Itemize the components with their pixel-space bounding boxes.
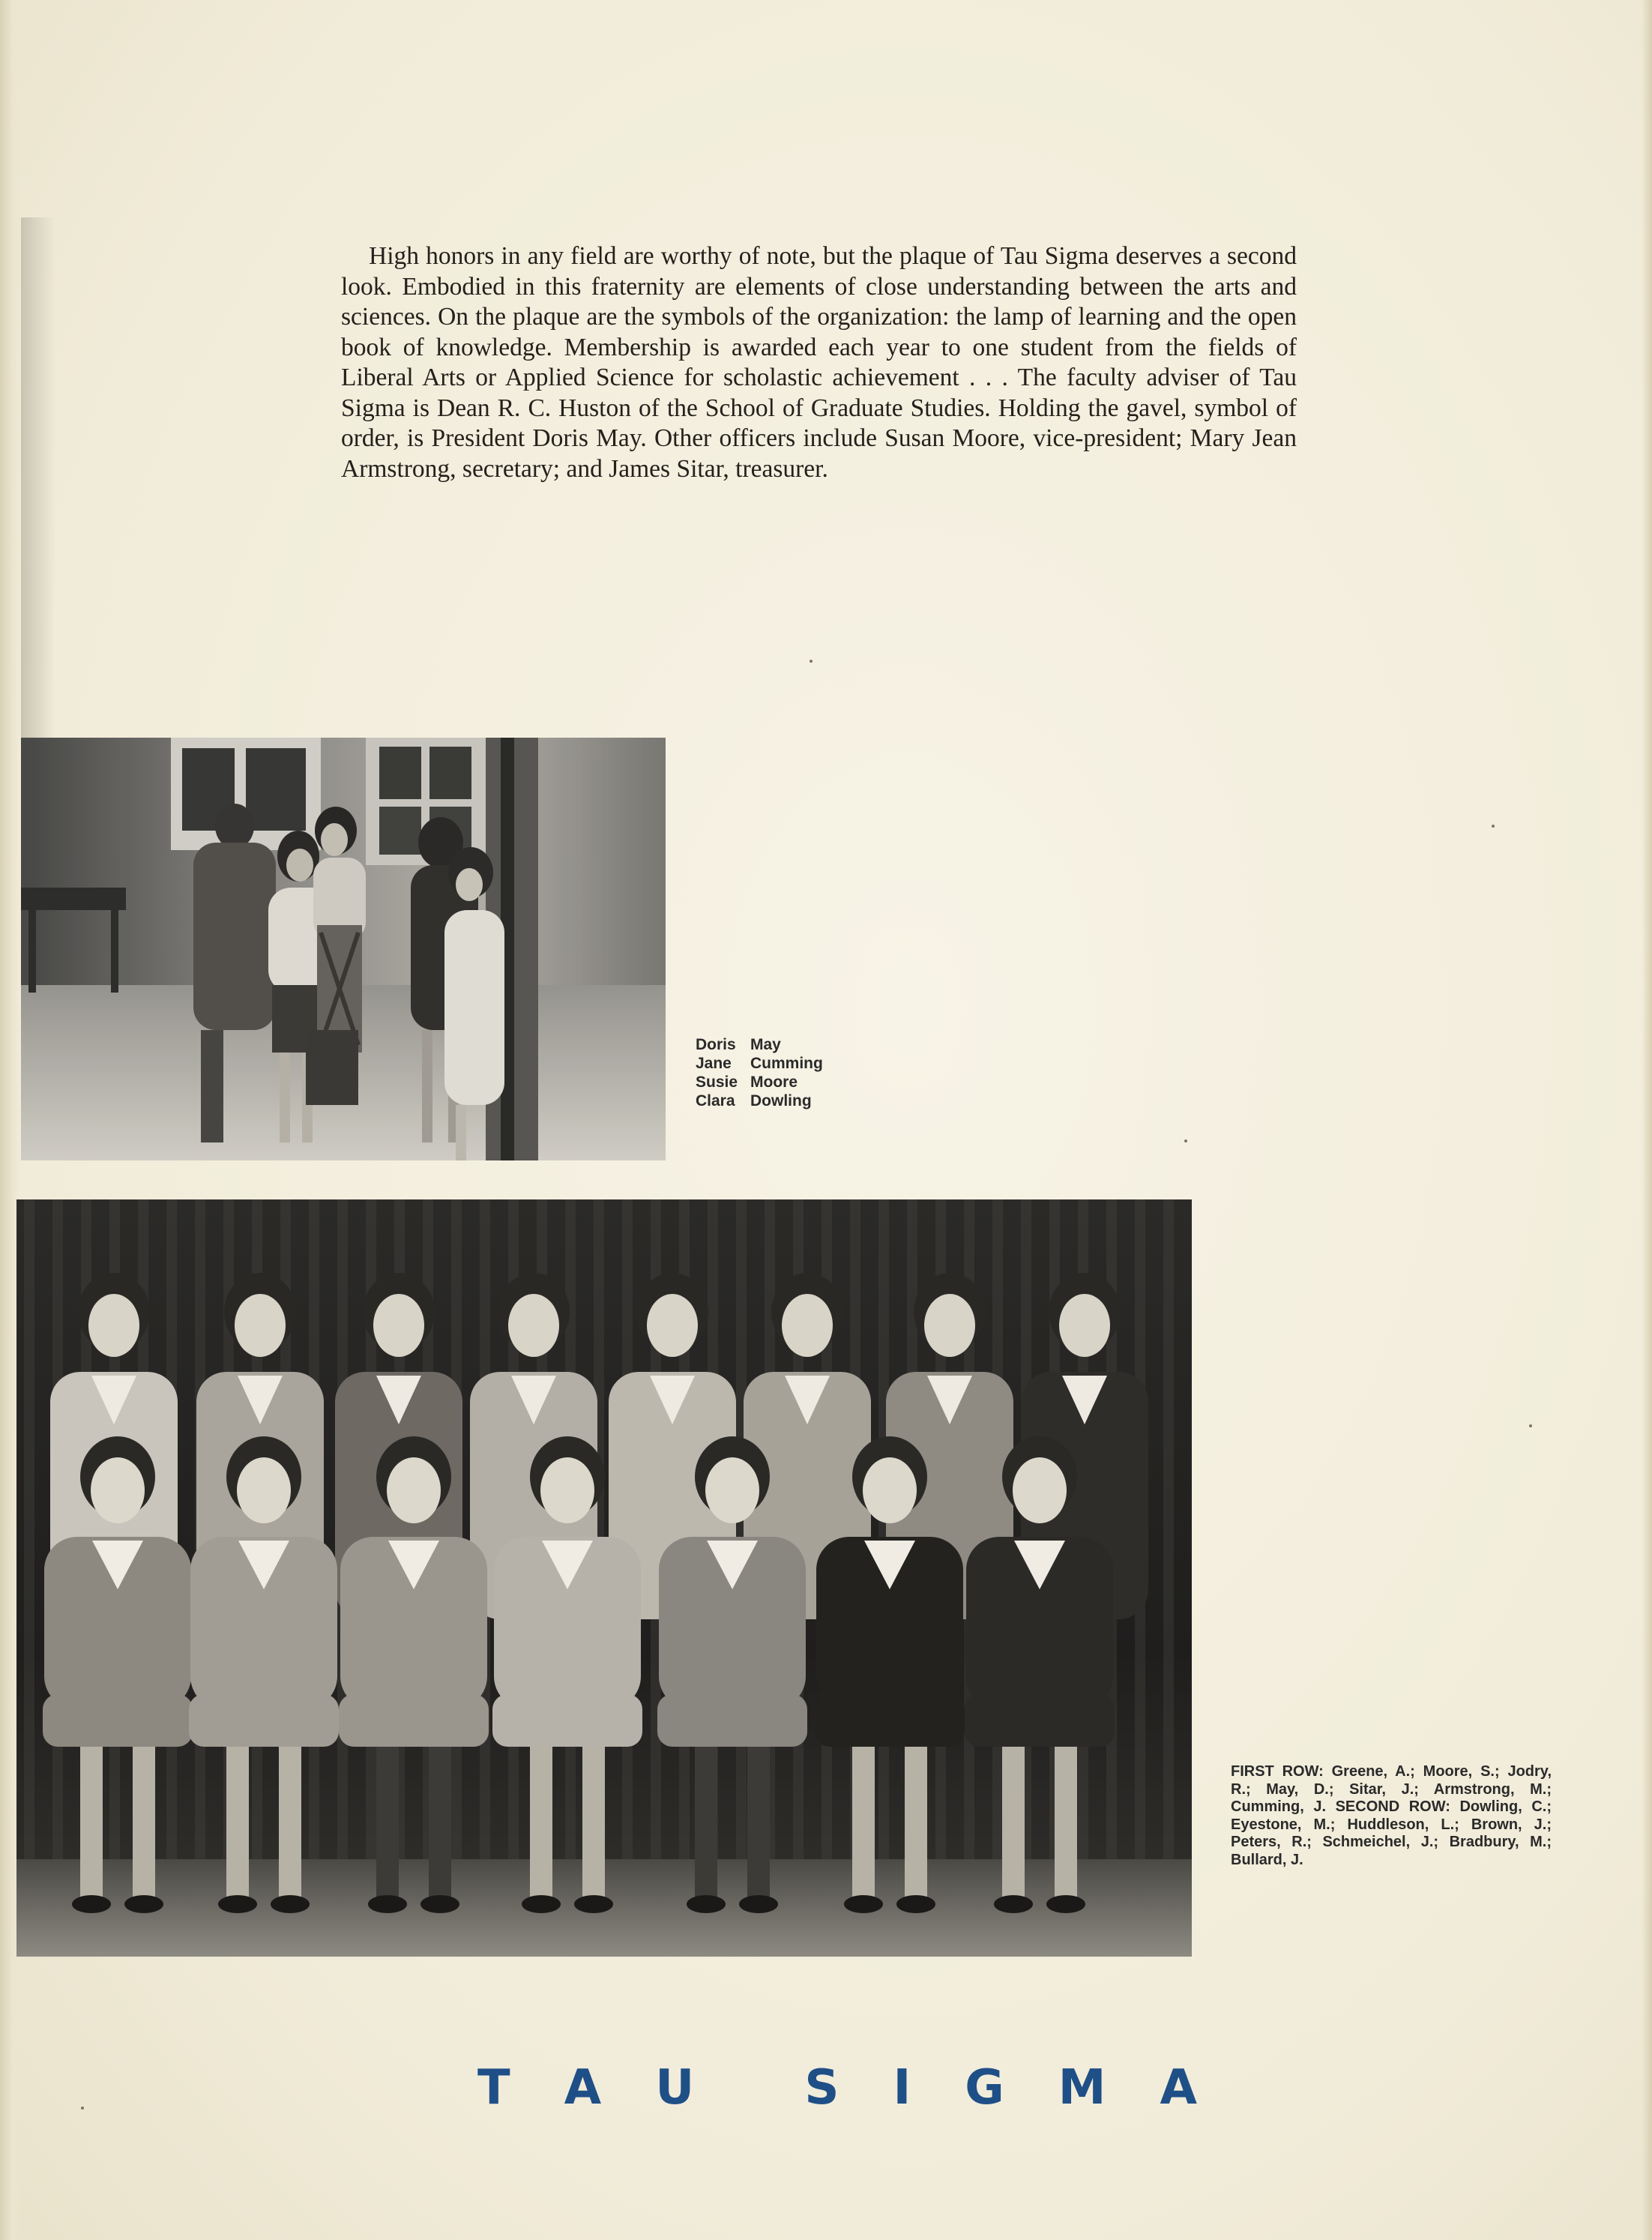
title-letter: A xyxy=(1160,2060,1197,2116)
paper-speck xyxy=(1184,1139,1187,1142)
paper-speck xyxy=(810,660,813,663)
title-letter: S xyxy=(804,2060,839,2116)
title-letter: M xyxy=(1058,2060,1106,2116)
paper-speck xyxy=(1529,1424,1532,1427)
last-name: Moore xyxy=(750,1074,798,1091)
caption-line xyxy=(696,1073,875,1092)
first-name: Doris xyxy=(696,1036,736,1053)
group-photo xyxy=(16,1199,1192,1957)
title-letter: G xyxy=(965,2060,1004,2116)
caption-line xyxy=(696,1092,875,1110)
page-edge xyxy=(1642,0,1652,2240)
officers-photo xyxy=(21,738,666,1160)
first-name: Jane xyxy=(696,1055,732,1072)
page-title xyxy=(477,2060,1197,2120)
small-photo-caption xyxy=(696,1035,875,1110)
last-name: May xyxy=(750,1036,781,1053)
title-letter: A xyxy=(564,2060,602,2116)
last-name: Cumming xyxy=(750,1055,823,1072)
first-name: Clara xyxy=(696,1092,735,1110)
gutter-shadow xyxy=(21,217,55,742)
caption-line xyxy=(696,1054,875,1073)
first-name: Susie xyxy=(696,1074,738,1091)
paper-speck xyxy=(81,2107,84,2110)
title-letter: T xyxy=(477,2060,510,2116)
title-letter: U xyxy=(655,2060,695,2116)
last-name: Dowling xyxy=(750,1092,812,1110)
caption-line xyxy=(696,1035,875,1054)
paper-speck xyxy=(1492,825,1495,828)
title-word-tau xyxy=(477,2060,694,2120)
title-letter: I xyxy=(893,2060,911,2116)
group-photo-caption: FIRST ROW: Greene, A.; Moore, S.; Jodry, R.; May, D.; Sitar, J.; Armstrong, M.; Cumming, J. SECOND ROW: Dowling, C.; Eyestone, M.; Huddleson, L.; Brown, J.; Peters, R.; Schmeichel, J.; Bradbury, M.; Bullard, J. xyxy=(1231,1763,1552,1868)
intro-paragraph: High honors in any field are worthy of note, but the plaque of Tau Sigma deserves a second look. Embodied in this fraternity are elements of close understanding between the arts and sciences. On the plaque are the symbols of the organization: the lamp of learning and the open book of knowledge. Membership is awarded each year to one student from the fields of Liberal Arts or Applied Science for scholastic achievement . . . The faculty adviser of Tau Sigma is Dean R. C. Huston of the School of Graduate Studies. Holding the gavel, symbol of order, is President Doris May. Other officers include Susan Moore, vice-president; Mary Jean Armstrong, secretary; and James Sitar, treasurer. xyxy=(341,242,1297,483)
title-word-sigma xyxy=(804,2060,1197,2120)
